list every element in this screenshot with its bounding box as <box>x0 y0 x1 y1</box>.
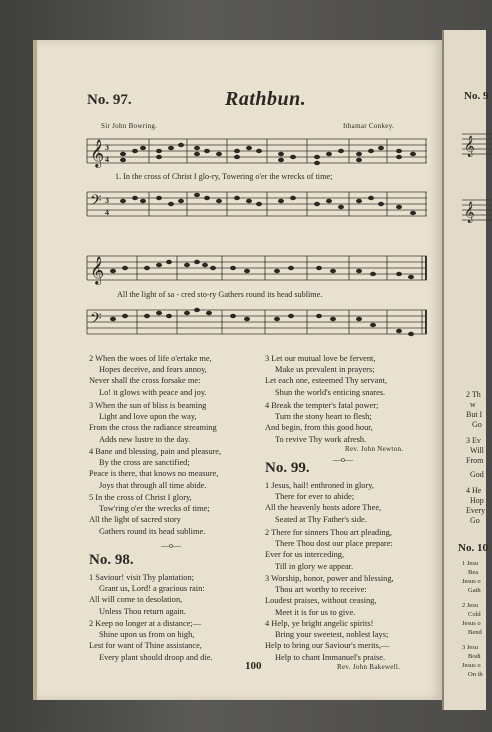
hymn-98-verse-4: 4 Break the tempter's fatal power; Turn the stony heart to flesh; And begin, from this good hour, To revive Thy work afresh. <box>265 401 379 444</box>
hymn-99-verse-4: 4 Help, ye bright angelic spirits! Bring your sweetest, noblest lays; Help to bring our Saviour's merits,— Help to chant Immanuel's praise. <box>265 619 390 662</box>
hymn-97-number: No. 97. <box>87 92 132 108</box>
composer-credit: Ithamar Conkey. <box>343 122 395 130</box>
bass-staff-1 <box>87 186 427 222</box>
svg-text:𝄞: 𝄞 <box>90 258 105 284</box>
hymn-98-verse-1: 1 Saviour! visit Thy plantation; Grant us, Lord! a gracious rain: All will come to desolation, Unless Thou return again. <box>89 573 205 616</box>
hymn-97-verse-4: 4 Bane and blessing, pain and pleasure, By the cross are sanctified; Peace is there, that knows no measure, Joys that through all time abide. <box>89 447 222 490</box>
separator-right: —o— <box>333 455 353 464</box>
treble-staff-2 <box>87 252 427 288</box>
hymn-97-verse-2: 2 When the woes of life o'ertake me, Hopes deceive, and fears annoy, Never shall the cross forsake me: Lo! it glows with peace and joy. <box>89 354 212 397</box>
svg-text:4: 4 <box>105 155 109 164</box>
newton-credit: Rev. John Newton. <box>345 445 404 453</box>
hymn-97-verse-5: 5 In the cross of Christ I glory, Tow'ring o'er the wrecks of time; All the light of sacred story Gathers round its head sublime. <box>89 493 210 536</box>
page-number: 100 <box>245 660 262 672</box>
svg-text:4: 4 <box>105 208 109 217</box>
treble-staff-1 <box>87 135 427 171</box>
tune-name: Rathbun. <box>225 88 307 110</box>
next-page-edge: No. 9 𝄞 𝄞 2 Th w But I Go 3 Ev Will From God 4 He Hop Every Go No. 10 1 Jesu Bea Jesus o Gath 2 Jesu Cold Jesus o Bend 3 Jesu Bodi Jesus o On th <box>442 30 486 710</box>
svg-text:3: 3 <box>105 196 109 205</box>
next-page-number: No. 9 <box>464 90 489 102</box>
lyric-line-2: All the light of sa - cred sto-ry Gathers round its head sublime. <box>117 290 323 299</box>
svg-text:3: 3 <box>105 143 109 152</box>
hymnal-page <box>33 40 443 700</box>
hymn-99-verse-3: 3 Worship, honor, power and blessing, Thou art worthy to receive: Loudest praises, without ceasing, Meet it is for us to give. <box>265 574 394 617</box>
hymn-99-verse-2: 2 There for sinners Thou art pleading, There Thou dost our place prepare: Ever for us interceding, Till in glory we appear. <box>265 528 393 571</box>
svg-text:𝄢: 𝄢 <box>90 310 102 330</box>
next-page-staves <box>462 130 492 240</box>
svg-text:𝄞: 𝄞 <box>464 136 475 156</box>
svg-text:𝄞: 𝄞 <box>464 202 475 222</box>
hymn-98-number: No. 98. <box>89 552 134 568</box>
hymn-98-verse-3: 3 Let our mutual love be fervent, Make us prevalent in prayers; Let each one, esteemed Thy servant, Shun the world's enticing snares. <box>265 354 387 397</box>
separator-left: —o— <box>161 541 181 550</box>
hymn-98-verse-2: 2 Keep no longer at a distance;— Shine upon us from on high, Lest for want of Thine assistance, Every plant should droop and die. <box>89 619 213 662</box>
bass-staff-2 <box>87 304 427 340</box>
hymn-99-number: No. 99. <box>265 460 310 476</box>
svg-text:𝄢: 𝄢 <box>90 192 102 212</box>
svg-text:𝄞: 𝄞 <box>90 141 105 167</box>
hymn-99-verse-1: 1 Jesus, hail! enthroned in glory, There for ever to abide; All the heavenly hosts adore Thee, Seated at Thy Father's side. <box>265 481 382 524</box>
author-credit: Sir John Bowring. <box>101 122 158 130</box>
bakewell-credit: Rev. John Bakewell. <box>337 663 401 671</box>
lyric-line-1: 1. In the cross of Christ I glo-ry, Towering o'er the wrecks of time; <box>115 172 333 181</box>
hymn-97-verse-3: 3 When the sun of bliss is beaming Light and love upon the way, From the cross the radiance streaming Adds new lustre to the day. <box>89 401 217 444</box>
